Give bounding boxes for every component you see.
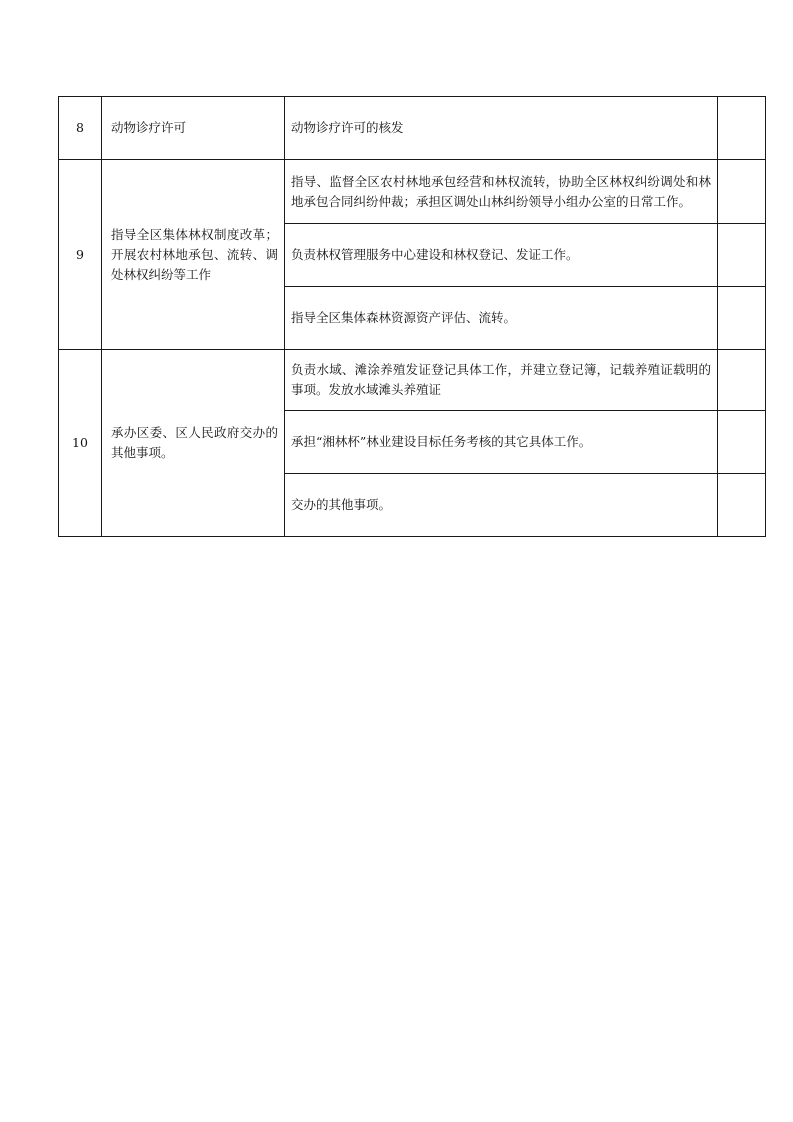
table-row — [59, 160, 766, 224]
duty-item-text: 动物诊疗许可 — [111, 120, 187, 135]
duty-detail — [285, 224, 718, 287]
duty-detail — [285, 287, 718, 350]
empty-cell — [718, 350, 766, 411]
duty-item-text: 指导全区集体林权制度改革；开展农村林地承包、流转、调处林权纠纷等工作 — [111, 226, 278, 282]
row-number-text: 9 — [76, 246, 84, 262]
row-number — [59, 97, 102, 160]
duty-item — [102, 350, 285, 537]
row-number-text: 10 — [72, 435, 88, 450]
row-number — [59, 350, 102, 537]
empty-cell — [718, 474, 766, 537]
duty-detail-text: 动物诊疗许可的核发 — [291, 120, 404, 135]
duty-item-text: 承办区委、区人民政府交办的其他事项。 — [111, 425, 278, 460]
duty-detail-text: 负责林权管理服务中心建设和林权登记、发证工作。 — [291, 247, 579, 262]
row-number — [59, 160, 102, 350]
duty-table — [58, 96, 766, 537]
empty-cell — [718, 411, 766, 474]
duty-item — [102, 97, 285, 160]
duty-detail — [285, 411, 718, 474]
empty-cell — [718, 287, 766, 350]
row-number-text: 8 — [76, 120, 84, 135]
empty-cell — [718, 160, 766, 224]
duty-detail-text: 指导、监督全区农村林地承包经营和林权流转，协助全区林权纠纷调处和林地承包合同纠纷仲裁；承担区调处山林纠纷领导小组办公室的日常工作。 — [291, 173, 711, 209]
table-row — [59, 97, 766, 160]
duty-detail-text: 承担“湘林杯”林业建设目标任务考核的其它具体工作。 — [291, 434, 592, 449]
duty-detail — [285, 97, 718, 160]
duty-detail — [285, 160, 718, 224]
duty-detail-text: 交办的其他事项。 — [291, 497, 392, 512]
duty-detail-text: 指导全区集体森林资源资产评估、流转。 — [291, 310, 517, 325]
duty-detail — [285, 350, 718, 411]
empty-cell — [718, 97, 766, 160]
table-row — [59, 350, 766, 411]
duty-detail-text: 负责水域、滩涂养殖发证登记具体工作，并建立登记簿，记载养殖证载明的事项。发放水域滩头养殖证 — [291, 362, 711, 397]
duty-detail — [285, 474, 718, 537]
duty-item — [102, 160, 285, 350]
empty-cell — [718, 224, 766, 287]
